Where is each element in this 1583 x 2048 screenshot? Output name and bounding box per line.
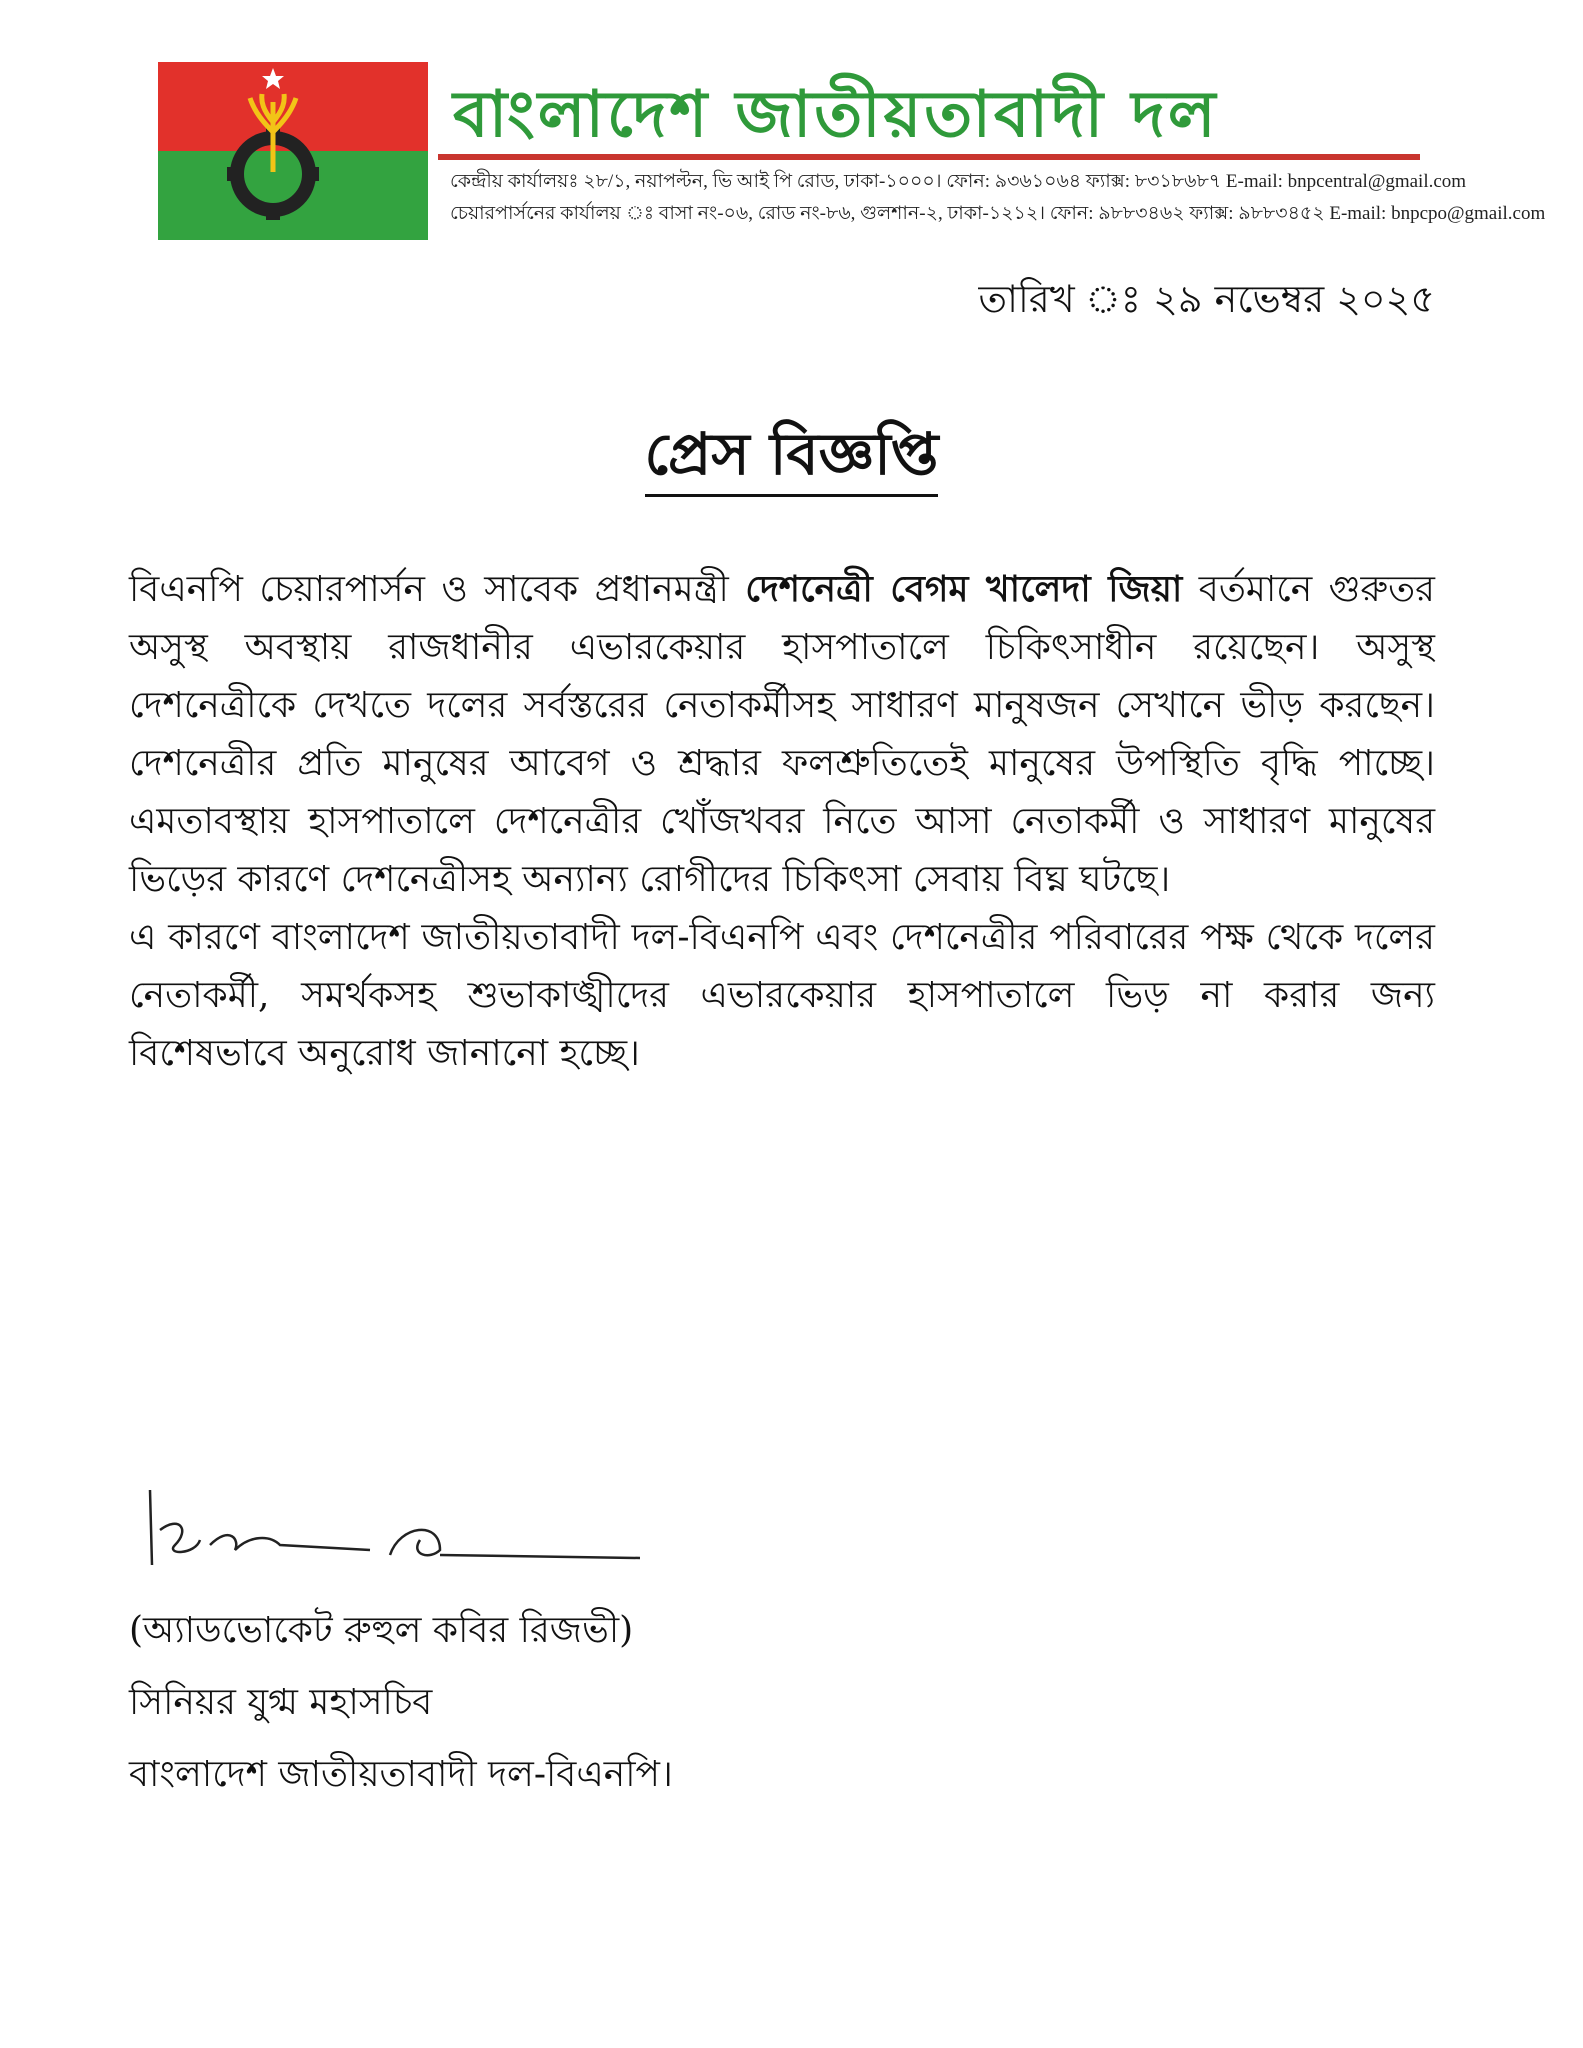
paragraph-1 [129, 560, 1435, 909]
page-title [0, 410, 1583, 507]
signer-organization: বাংলাদেশ জাতীয়তাবাদী দল-বিএনপি। [129, 1754, 673, 1795]
chairperson-office-address: চেয়ারপার্সনের কার্যালয় ঃ বাসা নং-০৬, রোড নং-৮৬, গুলশান-২, ঢাকা-১২১২। ফোন: ৯৮৮৩৪৬২ ফ্যাক্স: ৯৮৮৩৪৫২ E-mail: bnpcpo@gmail.com [450, 203, 1546, 224]
letterhead [158, 62, 1546, 240]
central-office-address: কেন্দ্রীয় কার্যালয়ঃ ২৮/১, নয়াপল্টন, ভি আই পি রোড, ঢাকা-১০০০। ফোন: ৯৩৬১০৬৪ ফ্যাক্স: ৮৩১৮৬৮৭ E-mail: bnpcentral@gmail.com [450, 171, 1467, 192]
document-date: তারিখ ঃ ২৯ নভেম্বর ২০২৫ [978, 277, 1435, 321]
title-text: প্রেস বিজ্ঞপ্তি [645, 420, 939, 497]
header-divider [438, 154, 1420, 160]
p1-bold-name: দেশনেত্রী বেগম খালেদা জিয়া [745, 568, 1183, 610]
party-name: বাংলাদেশ জাতীয়তাবাদী দল [453, 78, 1219, 152]
paragraph-2: এ কারণে বাংলাদেশ জাতীয়তাবাদী দল-বিএনপি এবং দেশনেত্রীর পরিবারের পক্ষ থেকে দলের নেতাকর্মী, সমর্থকসহ শুভাকাঙ্খীদের এভারকেয়ার হাসপাতালে ভিড় না করার জন্য বিশেষভাবে অনুরোধ জানানো হচ্ছে। [129, 917, 1435, 1074]
press-release-body [129, 560, 1435, 1083]
signer-designation: সিনিয়র যুগ্ম মহাসচিব [129, 1682, 433, 1723]
party-flag-logo [158, 62, 428, 240]
signature [140, 1470, 660, 1580]
signer-name: (অ্যাডভোকেট রুহুল কবির রিজভী) [129, 1610, 634, 1651]
wheel-sheaf-icon [158, 62, 428, 240]
p1-rest: বর্তমানে গুরুতর অসুস্থ অবস্থায় রাজধানীর এভারকেয়ার হাসপাতালে চিকিৎসাধীন রয়েছেন। অসুস্থ দেশনেত্রীকে দেখতে দলের সর্বস্তরের নেতাকর্মীসহ সাধারণ মানুষজন সেখানে ভীড় করছেন। দেশনেত্রীর প্রতি মানুষের আবেগ ও শ্রদ্ধার ফলশ্রুতিতেই মানুষের উপস্থিতি বৃদ্ধি পাচ্ছে। এমতাবস্থায় হাসপাতালে দেশনেত্রীর খোঁজখবর নিতে আসা নেতাকর্মী ও সাধারণ মানুষের ভিড়ের কারণে দেশনেত্রীসহ অন্যান্য রোগীদের চিকিৎসা সেবায় বিঘ্ন ঘটছে। [129, 569, 1435, 900]
signer-block [129, 1595, 673, 1811]
p1-start: বিএনপি চেয়ারপার্সন ও সাবেক প্রধানমন্ত্রী [129, 569, 746, 610]
